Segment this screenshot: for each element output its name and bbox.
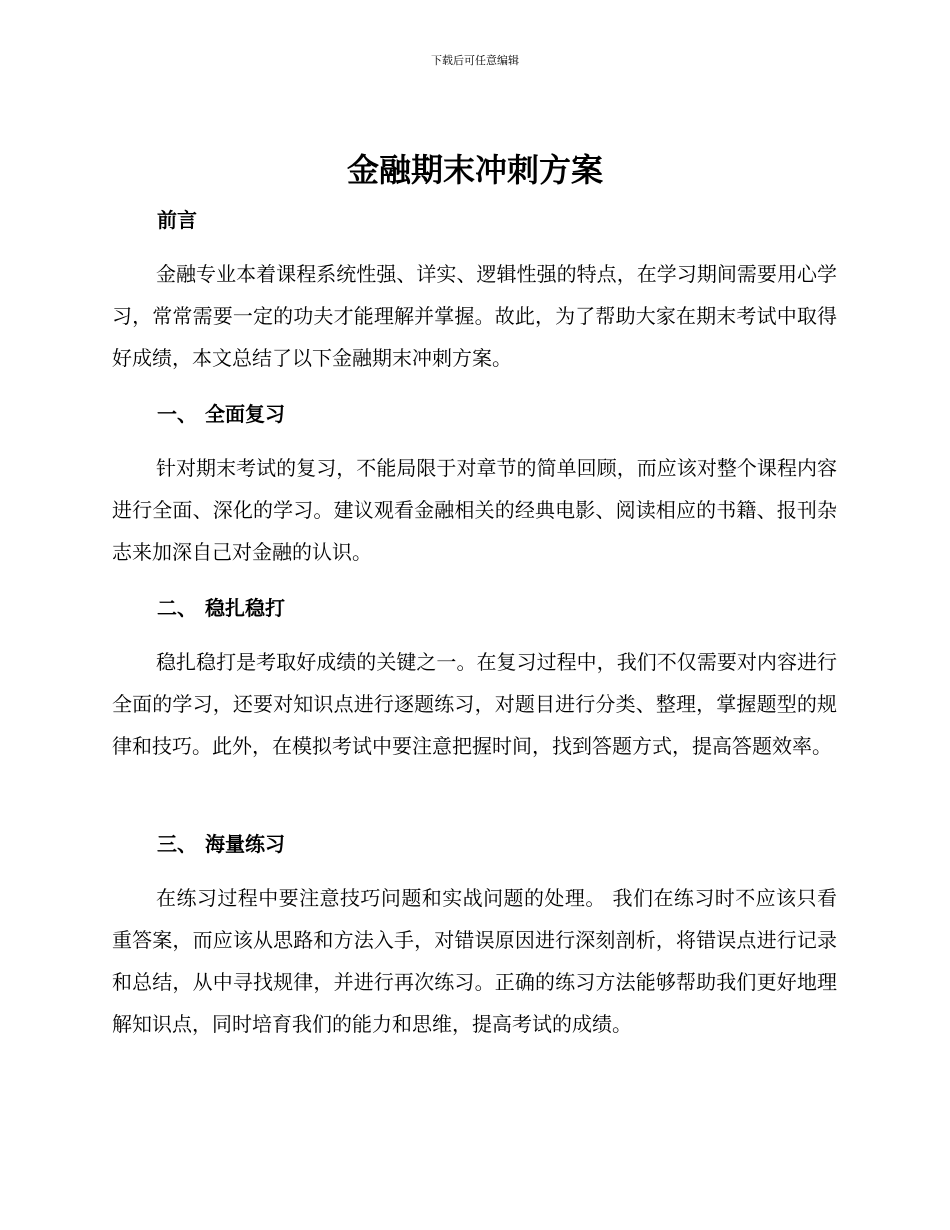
section-heading-1 xyxy=(157,400,285,428)
section-title-1: 全面复习 xyxy=(205,402,285,426)
preface-paragraph: 金融专业本着课程系统性强、详实、逻辑性强的特点，在学习期间需要用心学习，常常需要一定的功夫才能理解并掌握。故此，为了帮助大家在期末考试中取得好成绩，本文总结了以下金融期末冲刺方案。 xyxy=(112,262,837,370)
header-note: 下载后可任意编辑 xyxy=(431,54,519,67)
section-number-2: 二、 xyxy=(157,596,197,620)
section-title-2: 稳扎稳打 xyxy=(205,596,285,620)
section-heading-3 xyxy=(157,830,285,858)
section-paragraph-3: 在练习过程中要注意技巧问题和实战问题的处理。 我们在练习时不应该只看重答案，而应该从思路和方法入手，对错误原因进行深刻剖析，将错误点进行记录和总结，从中寻找规律，并进行再次练习。正确的练习方法能够帮助我们更好地理解知识点，同时培育我们的能力和思维，提高考试的成绩。 xyxy=(112,886,837,1036)
document-title: 金融期末冲刺方案 xyxy=(346,151,603,189)
section-title-3: 海量练习 xyxy=(205,832,285,856)
section-number-3: 三、 xyxy=(157,832,197,856)
section-heading-2 xyxy=(157,594,285,622)
preface-heading: 前言 xyxy=(157,208,197,232)
section-number-1: 一、 xyxy=(157,402,197,426)
section-paragraph-2: 稳扎稳打是考取好成绩的关键之一。在复习过程中，我们不仅需要对内容进行全面的学习，还要对知识点进行逐题练习，对题目进行分类、整理，掌握题型的规律和技巧。此外，在模拟考试中要注意把握时间，找到答题方式，提高答题效率。 xyxy=(112,650,837,758)
section-paragraph-1: 针对期末考试的复习，不能局限于对章节的简单回顾，而应该对整个课程内容进行全面、深化的学习。建议观看金融相关的经典电影、阅读相应的书籍、报刊杂志来加深自己对金融的认识。 xyxy=(112,456,837,564)
